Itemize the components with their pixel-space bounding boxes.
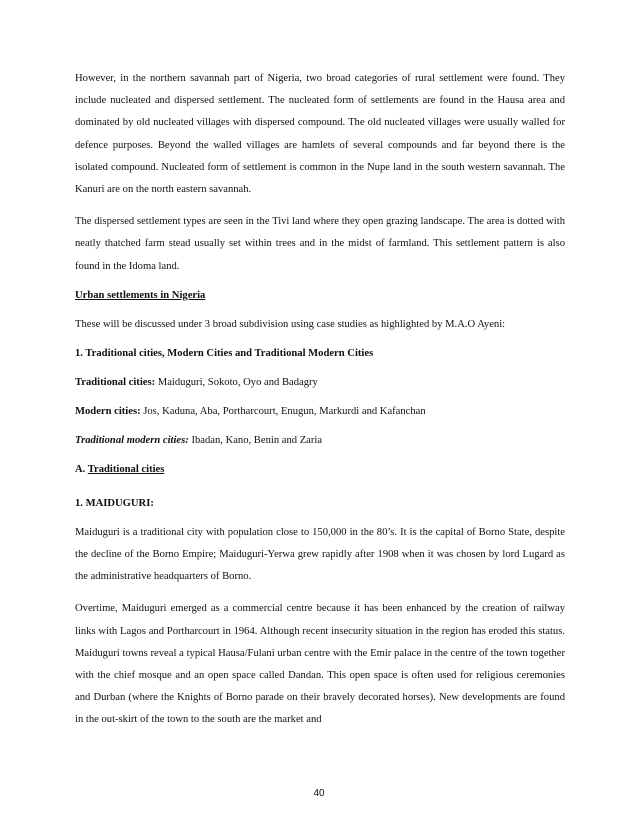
- intro-text: These will be discussed under 3 broad subdivision using case studies as highlighted by M.A.O Ayeni:: [75, 318, 506, 330]
- list-item-city-types: 1. Traditional cities, Modern Cities and Traditional Modern Cities: [75, 347, 374, 359]
- maiduguri-heading: 1. MAIDUGURI:: [75, 497, 154, 509]
- traditional-modern-cities-label: Traditional modern cities:: [75, 434, 189, 446]
- traditional-cities-line: [75, 375, 565, 391]
- modern-cities-line: [75, 404, 565, 420]
- traditional-cities-label: Traditional cities:: [75, 376, 156, 388]
- modern-cities-label: Modern cities:: [75, 405, 141, 417]
- traditional-modern-cities-value: Ibadan, Kano, Benin and Zaria: [188, 434, 323, 446]
- page-number: 40: [313, 788, 325, 799]
- paragraph-maiduguri-intro: Maiduguri is a traditional city with population close to 150,000 in the 80’s. It is the capital of Borno State, despite the decline of the Borno Empire; Maiduguri-Yerwa grew rapidly after 1908 when it was chosen by lord Lugard as the administrative headquarters of Borno.: [75, 526, 565, 583]
- paragraph-maiduguri-commerce: Overtime, Maiduguri emerged as a commercial centre because it has been enhanced by the creation of railway links with Lagos and Portharcourt in 1964. Although recent insecurity situation in the region has eroded this status. Maiduguri towns reveal a typical Hausa/Fulani urban centre with the Emir palace in the centre of the town together with the chief mosque and an open space called Dandan. This open space is often used for religious ceremonies and Durban (where the Knights of Borno parade on their bravely decorated horses). New developments are found in the out-skirt of the town to the south are the market and: [75, 603, 565, 726]
- traditional-cities-value: Maiduguri, Sokoto, Oyo and Badagry: [155, 376, 318, 388]
- document-page: [75, 68, 565, 742]
- heading-urban-settlements: Urban settlements in Nigeria: [75, 289, 206, 301]
- section-a-prefix: A.: [75, 463, 88, 475]
- traditional-modern-cities-line: [75, 433, 565, 449]
- paragraph-dispersed-settlement: The dispersed settlement types are seen in the Tivi land where they open grazing landscape. The area is dotted with neatly thatched farm stead usually set within trees and in the midst of farmland. This settlement pattern is also found in the Idoma land.: [75, 216, 565, 272]
- section-a-title: Traditional cities: [87, 463, 165, 475]
- section-a-heading: [75, 462, 565, 478]
- paragraph-rural-savannah: However, in the northern savannah part of Nigeria, two broad categories of rural settlement were found. They include nucleated and dispersed settlement. The nucleated form of settlements are found in the Hausa area and dominated by old nucleated villages with dispersed compound. The old nucleated villages were usually walled for defence purposes. Beyond the walled villages are hamlets of several compounds and far beyond there is the isolated compound. Nucleated form of settlement is common in the Nupe land in the south western savannah. The Kanuri are on the north eastern savannah.: [75, 73, 565, 196]
- modern-cities-value: Jos, Kaduna, Aba, Portharcourt, Enugun, Markurdi and Kafanchan: [140, 405, 426, 417]
